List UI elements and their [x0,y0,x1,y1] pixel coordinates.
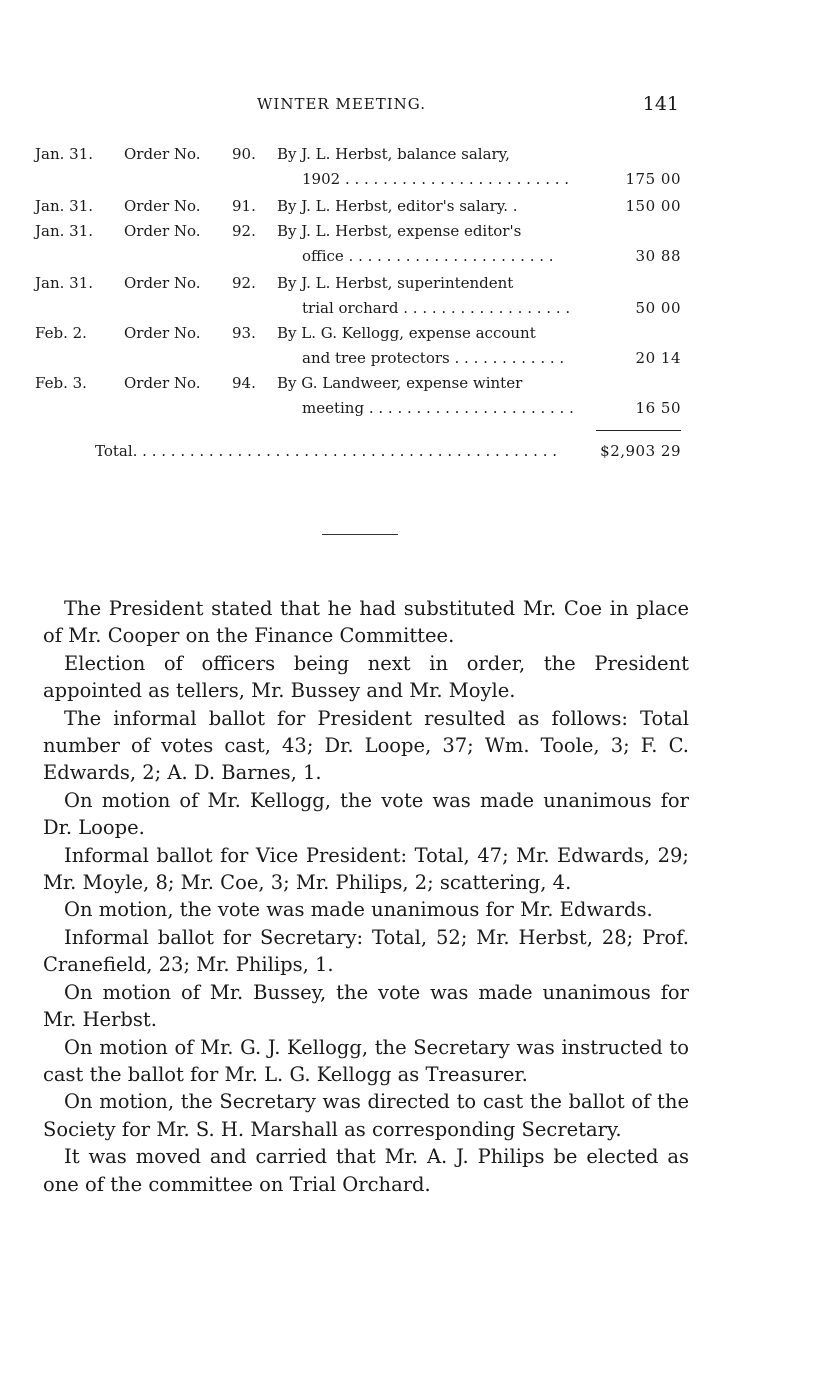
minutes-paragraph: On motion, the Secretary was directed to cast the ballot of the Society for Mr. S. H. Marshall as corresponding Secretary. [43,1090,689,1141]
entry-description-continued: trial orchard . . . . . . . . . . . . . . . . . . [302,299,571,317]
ledger-entry [0,322,831,372]
ledger-entry [0,195,831,220]
order-number: 90. [232,145,256,163]
entry-description-continued: 1902 . . . . . . . . . . . . . . . . . . . . . . . . [302,170,570,188]
ledger-total-row [0,440,831,464]
order-label: Order No. [124,145,201,163]
entry-amount: 30 88 [635,247,681,265]
entry-amount: 150 00 [625,197,681,215]
ledger-entry [0,272,831,322]
order-label: Order No. [124,324,201,342]
ledger-entry [0,220,831,270]
entry-amount: 16 50 [635,399,681,417]
entry-description-continued: office . . . . . . . . . . . . . . . . . . . . . . [302,247,554,265]
entry-description: By J. L. Herbst, superintendent [277,274,514,292]
entry-date: Feb. 2. [35,324,87,342]
entry-description: By L. G. Kellogg, expense account [277,324,536,342]
entry-date: Jan. 31. [35,197,94,215]
expense-ledger [0,143,831,422]
section-divider [322,534,398,535]
order-label: Order No. [124,374,201,392]
order-number: 93. [232,324,256,342]
entry-description: By J. L. Herbst, balance salary, [277,145,510,163]
minutes-paragraph: The President stated that he had substituted Mr. Coe in place of Mr. Cooper on the Finance Committee. [43,597,689,648]
order-number: 91. [232,197,256,215]
minutes-paragraph: On motion of Mr. G. J. Kellogg, the Secretary was instructed to cast the ballot for Mr. L. G. Kellogg as Treasurer. [43,1035,689,1086]
entry-date: Jan. 31. [35,222,94,240]
order-label: Order No. [124,197,201,215]
entry-description: By G. Landweer, expense winter [277,374,523,392]
entry-amount: 20 14 [635,349,681,367]
entry-amount: 175 00 [625,170,681,188]
minutes-paragraph: Informal ballot for Vice President: Total, 47; Mr. Edwards, 29; Mr. Moyle, 8; Mr. Coe, 3; Mr. Philips, 2; scattering, 4. [43,843,689,895]
page-number: 141 [642,93,679,115]
entry-date: Jan. 31. [35,274,94,292]
sum-rule [596,430,681,431]
entry-description-continued: and tree protectors . . . . . . . . . . . . [302,349,565,367]
minutes-paragraph: Informal ballot for Secretary: Total, 52; Mr. Herbst, 28; Prof. Cranefield, 23; Mr. Philips, 1. [43,925,689,977]
order-label: Order No. [124,274,201,292]
order-number: 92. [232,222,256,240]
minutes-paragraph: On motion, the vote was made unanimous for Mr. Edwards. [64,898,653,922]
meeting-minutes [43,595,689,1198]
entry-description: By J. L. Herbst, expense editor's [277,222,522,240]
running-head [0,93,831,119]
order-label: Order No. [124,222,201,240]
minutes-paragraph: On motion of Mr. Kellogg, the vote was made unanimous for Dr. Loope. [43,788,689,840]
entry-description: By J. L. Herbst, editor's salary. . [277,197,518,215]
minutes-paragraph: On motion of Mr. Bussey, the vote was made unanimous for Mr. Herbst. [43,980,689,1032]
ledger-entry [0,372,831,422]
ledger-entry [0,143,831,193]
minutes-paragraph: It was moved and carried that Mr. A. J. Philips be elected as one of the committee on Trial Orchard. [43,1145,689,1196]
order-number: 94. [232,374,256,392]
order-number: 92. [232,274,256,292]
entry-date: Feb. 3. [35,374,87,392]
total-label: Total. . . . . . . . . . . . . . . . . . . . . . . . . . . . . . . . . . . . . . . . . . . . . [95,442,557,460]
entry-description-continued: meeting . . . . . . . . . . . . . . . . . . . . . . [302,399,574,417]
minutes-paragraph: Election of officers being next in order, the President appointed as tellers, Mr. Bussey and Mr. Moyle. [43,651,689,703]
entry-amount: 50 00 [635,299,681,317]
running-title: WINTER MEETING. [257,95,427,113]
minutes-paragraph: The informal ballot for President resulted as follows: Total number of votes cast, 43; Dr. Loope, 37; Wm. Toole, 3; F. C. Edwards, 2; A. D. Barnes, 1. [43,706,689,785]
total-amount: $2,903 29 [600,442,681,460]
entry-date: Jan. 31. [35,145,94,163]
